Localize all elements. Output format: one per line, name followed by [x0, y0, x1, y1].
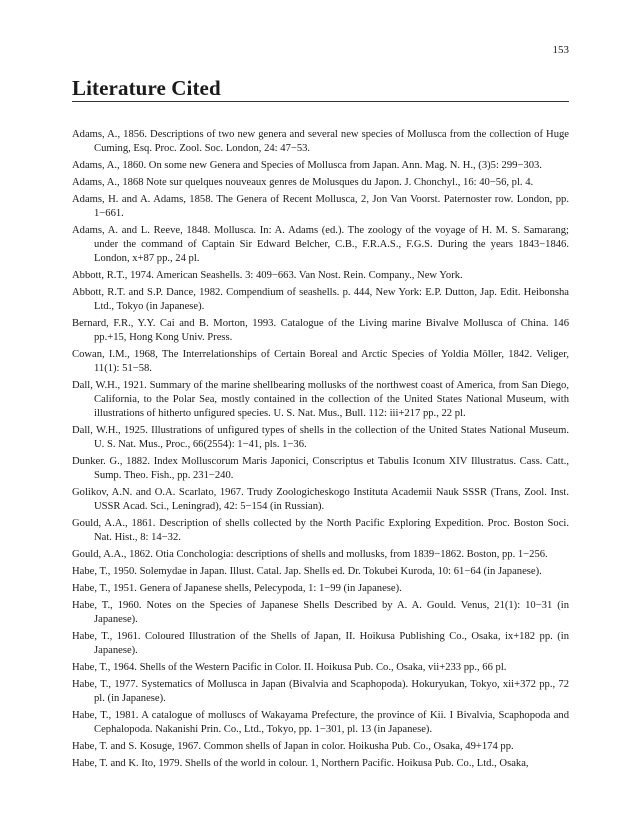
reference-entry: Adams, A., 1856. Descriptions of two new genera and several new species of Mollusca from the collection of Huge Cuming, Esq. Proc. Zool. Soc. London, 24: 47−53. [72, 129, 569, 154]
reference-entry: Gould, A.A., 1861. Description of shells collected by the North Pacific Exploring Expedition. Proc. Boston Soci. Nat. Hist., 8: 14−32. [72, 518, 569, 543]
reference-entry: Habe, T., 1960. Notes on the Species of Japanese Shells Described by A. A. Gould. Venus, 21(1): 10−31 (in Japanese). [72, 600, 569, 625]
page-number: 153 [552, 44, 569, 56]
title-rule [72, 101, 569, 102]
reference-entry: Habe, T., 1951. Genera of Japanese shells, Pelecypoda, 1: 1−99 (in Japanese). [72, 583, 402, 594]
reference-entry: Dunker. G., 1882. Index Molluscorum Maris Japonici, Conscriptus et Tabulis Iconum XIV Illustratus. Cass. Catt., Sump. Theo. Fish., pp. 231−240. [72, 456, 569, 481]
reference-entry: Abbott, R.T., 1974. American Seashells. 3: 409−663. Van Nost. Rein. Company., New York. [72, 270, 463, 281]
reference-entry: Habe, T., 1961. Coloured Illustration of the Shells of Japan, II. Hoikusa Publishing Co., Osaka, ix+182 pp. (in Japanese). [72, 631, 569, 656]
reference-entry: Golikov, A.N. and O.A. Scarlato, 1967. Trudy Zoologicheskogo Instituta Academii Nauk SSSR (Trans, Zool. Inst. USSR Acad. Sci., Leningrad), 42: 5−154 (in Russian). [72, 487, 569, 512]
reference-entry: Habe, T., 1950. Solemydae in Japan. Illust. Catal. Jap. Shells ed. Dr. Tokubei Kuroda, 10: 61−64 (in Japanese). [72, 566, 542, 577]
reference-entry: Gould, A.A., 1862. Otia Conchologia: descriptions of shells and mollusks, from 1839−1862. Boston, pp. 1−256. [72, 549, 548, 560]
reference-entry: Habe, T., 1977. Systematics of Mollusca in Japan (Bivalvia and Scaphopoda). Hokuryukan, Tokyo, xii+372 pp., 72 pl. (in Japanese). [72, 679, 569, 704]
reference-entry: Habe, T. and K. Ito, 1979. Shells of the world in colour. 1, Northern Pacific. Hoikusa Pub. Co., Ltd., Osaka, [72, 758, 529, 769]
reference-entry: Habe, T., 1981. A catalogue of molluscs of Wakayama Prefecture, the province of Kii. I Bivalvia, Scaphopoda and Cephalopoda. Nakanishi Prin. Co., Ltd., Tokyo, pp. 1−301, pl. 13 (in Japanese). [72, 710, 569, 735]
reference-entry: Cowan, I.M., 1968, The Interrelationships of Certain Boreal and Arctic Species of Yoldia Möller, 1842. Veliger, 11(1): 51−58. [72, 349, 569, 374]
reference-entry: Habe, T., 1964. Shells of the Western Pacific in Color. II. Hoikusa Pub. Co., Osaka, vii+233 pp., 66 pl. [72, 662, 507, 673]
reference-entry: Habe, T. and S. Kosuge, 1967. Common shells of Japan in color. Hoikusha Pub. Co., Osaka, 49+174 pp. [72, 741, 514, 752]
reference-entry: Abbott, R.T. and S.P. Dance, 1982. Compendium of seashells. p. 444, New York: E.P. Dutton, Jap. Edit. Heibonsha Ltd., Tokyo (in Japanese). [72, 287, 569, 312]
reference-entry: Bernard, F.R., Y.Y. Cai and B. Morton, 1993. Catalogue of the Living marine Bivalve Mollusca of China. 146 pp.+15, Hong Kong Univ. Press. [72, 318, 569, 343]
reference-entry: Adams, A., 1860. On some new Genera and Species of Mollusca from Japan. Ann. Mag. N. H., (3)5: 299−303. [72, 160, 542, 171]
reference-entry: Dall, W.H., 1925. Illustrations of unfigured types of shells in the collection of the United States National Museum. U. S. Nat. Mus., Proc., 66(2554): 1−41, pls. 1−36. [72, 425, 569, 450]
reference-entry: Adams, A. and L. Reeve, 1848. Mollusca. In: A. Adams (ed.). The zoology of the voyage of H. M. S. Samarang; under the command of Captain Sir Edward Belcher, C.B., F.R.A.S., F.G.S. During the years 1843−1846. London, x+87 pp., 24 pl. [72, 225, 569, 264]
reference-entry: Adams, A., 1868 Note sur quelques nouveaux genres de Molusques du Japon. J. Chonchyl., 16: 40−56, pl. 4. [72, 177, 534, 188]
reference-entry: Dall, W.H., 1921. Summary of the marine shellbearing mollusks of the northwest coast of America, from San Diego, California, to the Polar Sea, mostly contained in the collection of the United States National Museum, with illustrations of hitherto unfigured species. U. S. Nat. Mus., Bull. 112: iii+217 pp., 22 pl. [72, 380, 569, 419]
reference-list [72, 128, 569, 774]
section-title: Literature Cited [72, 76, 221, 100]
reference-entry: Adams, H. and A. Adams, 1858. The Genera of Recent Mollusca, 2, Jon Van Voorst. Paternoster row. London, pp. 1−661. [72, 194, 569, 219]
